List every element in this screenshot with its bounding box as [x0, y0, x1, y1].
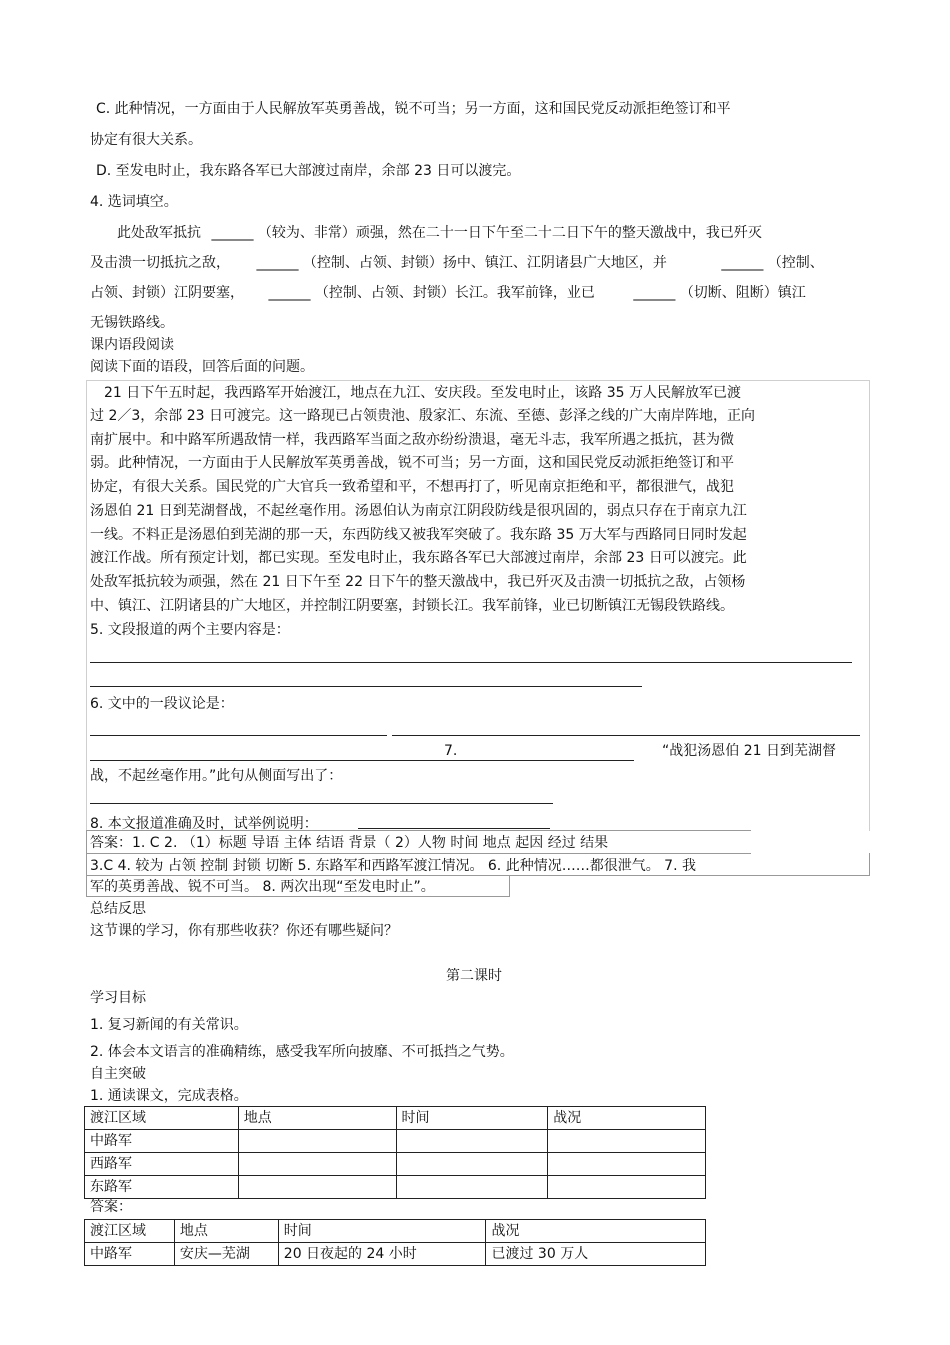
- table-cell[interactable]: [396, 1153, 548, 1176]
- lesson-2-title: 第二课时: [446, 968, 502, 984]
- table-cell[interactable]: [548, 1130, 706, 1153]
- table-row: [85, 1153, 706, 1176]
- reading-instruction: 阅读下面的语段，回答后面的问题。: [90, 359, 314, 375]
- header-cell: 地点: [174, 1220, 278, 1243]
- answer-line: [90, 760, 634, 761]
- table-cell: 西路军: [85, 1153, 239, 1176]
- question-6: 6. 文中的一段议论是：: [90, 696, 234, 712]
- table-cell: 中路军: [85, 1243, 175, 1266]
- summary-question: 这节课的学习，你有那些收获？你还有哪些疑问？: [90, 923, 398, 939]
- blank-table: [84, 1106, 706, 1199]
- passage-line: 中、镇江、江阴诸县的广大地区，并控制江阴要塞，封锁长江。我军前锋，业已切断镇江无锡段铁路线。: [90, 598, 734, 614]
- header-cell: 时间: [278, 1220, 486, 1243]
- answer-label: 答案：: [90, 1199, 132, 1215]
- passage-line: 21 日下午五时起，我西路军开始渡江，地点在九江、安庆段。至发电时止，该路 35 万人民解放军已渡: [104, 385, 741, 401]
- table-cell: 已渡过 30 万人: [486, 1243, 706, 1266]
- table-cell: 安庆—芜湖: [174, 1243, 278, 1266]
- passage-line: 处敌军抵抗较为顽强，然在 21 日下午至 22 日下午的整天激战中，我已歼灭及击溃一切抵抗之敌，占领杨: [90, 574, 746, 590]
- passage-line: 南扩展中。和中路军所遇敌情一样，我西路军当面之敌亦纷纷溃退，毫无斗志，我军所遇之抵抗，甚为微: [90, 432, 734, 448]
- answer-line: [90, 735, 387, 736]
- q4-l2b: （控制、占领、封锁）扬中、镇江、江阴诸县广大地区，并: [302, 255, 667, 271]
- q4-l3b: （控制、占领、封锁）长江。我军前锋，业已: [314, 285, 595, 301]
- table-cell[interactable]: [238, 1176, 396, 1199]
- header-cell: 地点: [238, 1107, 396, 1130]
- self-study-heading: 自主突破: [90, 1066, 146, 1082]
- q4-l1b: （较为、非常）顽强，然在二十一日下午至二十二日下午的整天激战中，我已歼灭: [257, 225, 762, 241]
- table-cell: 20 日夜起的 24 小时: [278, 1243, 486, 1266]
- answer-line: [358, 828, 550, 829]
- passage-line: 一线。不料正是汤恩伯到芜湖的那一天，东西防线又被我军突破了。我东路 35 万大军与西路同日同时发起: [90, 527, 747, 543]
- passage-line: 汤恩伯 21 日到芜湖督战，不起丝毫作用。汤恩伯认为南京江阴段防线是很巩固的，弱点只存在于南京九江: [90, 503, 747, 519]
- passage-line: 弱。此种情况，一方面由于人民解放军英勇善战，锐不可当；另一方面，这和国民党反动派拒绝签订和平: [90, 455, 734, 471]
- question-7-number: 7.: [444, 743, 458, 759]
- question-7-prompt: 战，不起丝毫作用。”此句从侧面写出了：: [90, 768, 343, 784]
- q4-l2a: 及击溃一切抵抗之敌，: [90, 255, 230, 271]
- q4-blank-1: ______: [211, 225, 254, 241]
- table-cell: 东路军: [85, 1176, 239, 1199]
- answer-table: [84, 1219, 706, 1266]
- table-row: [85, 1130, 706, 1153]
- q4-l3a: 占领、封锁）江阴要塞，: [90, 285, 244, 301]
- table-row: [85, 1243, 706, 1266]
- q4-line4: 无锡铁路线。: [90, 315, 174, 331]
- header-cell: 渡江区域: [85, 1107, 239, 1130]
- option-c-line2: 协定有很大关系。: [90, 132, 202, 148]
- table-cell: 中路军: [85, 1130, 239, 1153]
- table-cell[interactable]: [548, 1153, 706, 1176]
- answer-line-3: 军的英勇善战、锐不可当。 8. 两次出现“至发电时止”。: [90, 879, 435, 895]
- objective-item: 1. 复习新闻的有关常识。: [90, 1017, 248, 1033]
- passage-line: 渡江作战。所有预定计划，都已实现。至发电时止，我东路各军已大部渡过南岸，余部 23 日可以渡完。此: [90, 550, 747, 566]
- header-cell: 战况: [486, 1220, 706, 1243]
- answer-line: [90, 686, 642, 687]
- summary-heading: 总结反思: [90, 901, 146, 917]
- table-cell[interactable]: [396, 1176, 548, 1199]
- q4-blank-5: ______: [633, 285, 676, 301]
- question-8: 8. 本文报道准确及时，试举例说明：: [90, 816, 318, 832]
- objective-item: 2. 体会本文语言的准确精练，感受我军所向披靡、不可抵挡之气势。: [90, 1044, 514, 1060]
- q4-line3: [90, 283, 806, 303]
- option-d: D. 至发电时止，我东路各军已大部渡过南岸，余部 23 日可以渡完。: [96, 163, 521, 179]
- table-cell[interactable]: [238, 1153, 396, 1176]
- table-row: [85, 1176, 706, 1199]
- header-cell: 时间: [396, 1107, 548, 1130]
- answer-line: [392, 735, 860, 736]
- passage-line: 协定，有很大关系。国民党的广大官兵一致希望和平，不想再打了，听见南京拒绝和平，都很泄气，战犯: [90, 479, 734, 495]
- table-cell[interactable]: [548, 1176, 706, 1199]
- table-cell[interactable]: [396, 1130, 548, 1153]
- passage-line: 过 2／3，余部 23 日可渡完。这一路现已占领贵池、殷家汇、东流、至德、彭泽之线的广大南岸阵地，正向: [90, 408, 755, 424]
- objectives-heading: 学习目标: [90, 990, 146, 1006]
- q4-line2: [90, 253, 824, 273]
- q4-l1a: 此处敌军抵抗: [117, 225, 201, 241]
- q4-blank-2: ______: [256, 255, 299, 271]
- question-5: 5. 文段报道的两个主要内容是：: [90, 622, 290, 638]
- q4-title: 4. 选词填空。: [90, 194, 178, 210]
- q4-blank-4: ______: [268, 285, 311, 301]
- q4-l2c: （控制、: [767, 255, 824, 271]
- q4-line1: [117, 223, 762, 243]
- header-cell: 战况: [548, 1107, 706, 1130]
- table-task: 1. 通读课文，完成表格。: [90, 1088, 248, 1104]
- table-cell[interactable]: [238, 1130, 396, 1153]
- table-header-row: [85, 1107, 706, 1130]
- question-7-quote: “战犯汤恩伯 21 日到芜湖督: [662, 743, 836, 759]
- answer-line-2: 3.C 4. 较为 占领 控制 封锁 切断 5. 东路军和西路军渡江情况。 6. 此种情况……都很泄气。 7. 我: [90, 858, 696, 874]
- answer-line: [90, 662, 852, 663]
- answer-line: [90, 803, 553, 804]
- q4-l3c: （切断、阻断）镇江: [679, 285, 806, 301]
- table-header-row: [85, 1220, 706, 1243]
- q4-blank-3: ______: [721, 255, 764, 271]
- answer-line-1: 答案：1. C 2. （1）标题 导语 主体 结语 背景（ 2）人物 时间 地点 起因 经过 结果: [90, 835, 609, 851]
- header-cell: 渡江区域: [85, 1220, 175, 1243]
- option-c-line1: C. 此种情况，一方面由于人民解放军英勇善战，锐不可当；另一方面，这和国民党反动派拒绝签订和平: [96, 101, 731, 117]
- section-heading-intext: 课内语段阅读: [90, 337, 174, 353]
